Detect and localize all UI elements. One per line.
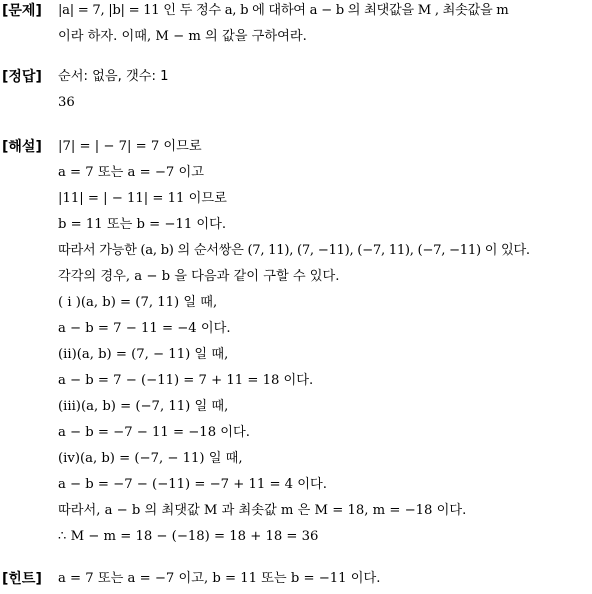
answer-tag: [정답] xyxy=(2,69,42,85)
problem-line: |a| = 7, |b| = 11 인 두 정수 a, b 에 대하여 a − b 의 최댓값을 M , 최솟값을 m xyxy=(58,3,509,18)
explanation-line: 각각의 경우, a − b 을 다음과 같이 구할 수 있다. xyxy=(58,269,340,284)
answer-text xyxy=(58,66,592,118)
explanation-line: (ii)(a, b) = (7, − 11) 일 때, xyxy=(58,347,229,362)
explanation-line: b = 11 또는 b = −11 이다. xyxy=(58,217,227,232)
explanation-line: a − b = 7 − 11 = −4 이다. xyxy=(58,321,231,336)
explanation-line: |11| = | − 11| = 11 이므로 xyxy=(58,191,227,206)
problem-line: 이라 하자. 이때, M − m 의 값을 구하여라. xyxy=(58,29,307,44)
explanation-tag: [해설] xyxy=(2,139,42,155)
explanation-text xyxy=(58,136,592,552)
explanation-line: a − b = 7 − (−11) = 7 + 11 = 18 이다. xyxy=(58,373,314,388)
hint-tag: [힌트] xyxy=(2,571,42,587)
explanation-line: (iv)(a, b) = (−7, − 11) 일 때, xyxy=(58,451,243,466)
answer-value: 36 xyxy=(58,95,75,110)
explanation-line: 따라서, a − b 의 최댓값 M 과 최솟값 m 은 M = 18, m = −18 이다. xyxy=(58,503,467,518)
explanation-line: a − b = −7 − 11 = −18 이다. xyxy=(58,425,250,440)
explanation-line: |7| = | − 7| = 7 이므로 xyxy=(58,139,202,154)
problem-tag: [문제] xyxy=(2,3,42,19)
explanation-line: ∴ M − m = 18 − (−18) = 18 + 18 = 36 xyxy=(58,529,319,544)
hint-text xyxy=(58,568,592,594)
hint-line: a = 7 또는 a = −7 이고, b = 11 또는 b = −11 이다. xyxy=(58,571,381,586)
explanation-line: (iii)(a, b) = (−7, 11) 일 때, xyxy=(58,399,229,414)
problem-text xyxy=(58,0,592,52)
explanation-line: 따라서 가능한 (a, b) 의 순서쌍은 (7, 11), (7, −11), (−7, 11), (−7, −11) 이 있다. xyxy=(58,243,530,258)
explanation-line: ( i )(a, b) = (7, 11) 일 때, xyxy=(58,295,218,310)
answer-line: 순서: 없음, 갯수: 1 xyxy=(58,69,169,84)
explanation-line: a = 7 또는 a = −7 이고 xyxy=(58,165,204,180)
explanation-line: a − b = −7 − (−11) = −7 + 11 = 4 이다. xyxy=(58,477,327,492)
